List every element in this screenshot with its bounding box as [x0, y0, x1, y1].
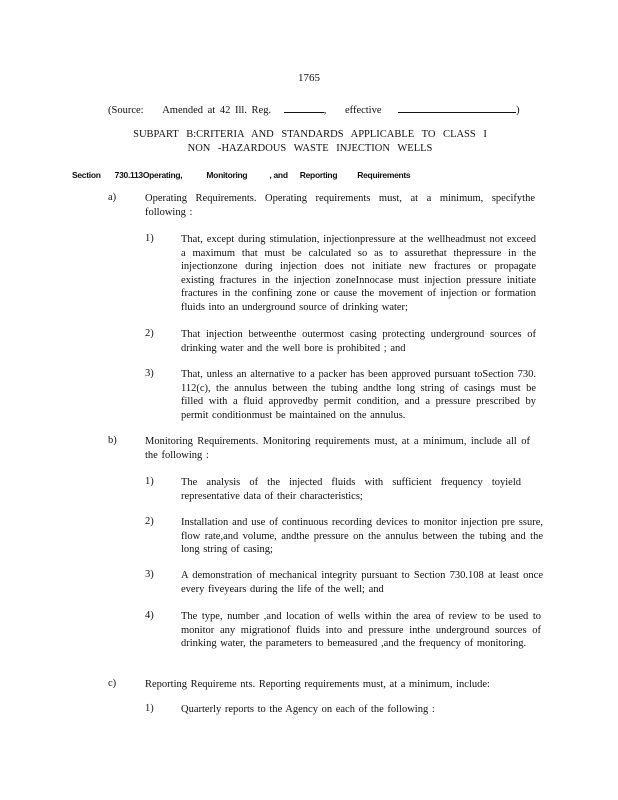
- item-label: 2): [145, 516, 154, 527]
- subpart-line-2: NON -HAZARDOUS WASTE INJECTION WELLS: [187, 143, 433, 154]
- item-text: That injection betweenthe outermost casing protecting underground sources of drinking water and the well bore is prohibited ; and: [181, 329, 536, 354]
- subsection-label: c): [108, 678, 117, 689]
- section-number-title: 730.113Operating,: [114, 170, 183, 180]
- source-close: ): [516, 105, 520, 116]
- subpart-line-1: SUBPART B:CRITERIA AND STANDARDS APPLICABLE TO CLASS I: [133, 129, 487, 140]
- item-text: The type, number ,and location of wells within the area of review to be used to monitor any migrationof fluids into and pressure inthe underground sources of drinking water, the parameters to bemeasured ,and the frequency of monitoring.: [181, 611, 541, 650]
- section-and: , and: [269, 170, 288, 180]
- source-text: Amended at 42 Ill. Reg.: [162, 105, 272, 116]
- subsection-label: a): [108, 192, 117, 203]
- subpart-heading: [90, 128, 530, 156]
- item-label: 1): [145, 476, 154, 487]
- item-text: That, unless an alternative to a packer has been approved pursuant toSection 730. 112(c), the annulus between the tubing andthe long string of casings must be filled with a fluid approvedby permit condition, and a pressure prescribed by permit conditionmust be maintained on the annulus.: [181, 369, 536, 421]
- section-label: Section: [72, 170, 101, 180]
- subsection-text: Reporting Requireme nts. Reporting requirements must, at a minimum, include:: [145, 679, 490, 690]
- effective-date-blank: [398, 102, 516, 113]
- item-text: Installation and use of continuous recording devices to monitor injection pre ssure, flow rate,and volume, andthe pressure on the annulus between the tubing and the long string of casing;: [181, 517, 543, 556]
- section-heading: [72, 170, 472, 180]
- page-number: 1765: [298, 72, 320, 84]
- item-text: A demonstration of mechanical integrity pursuant to Section 730.108 at least once every fiveyears during the life of the well; and: [181, 570, 543, 595]
- subsection-text: Operating Requirements. Operating requirements must, at a minimum, specifythe following :: [145, 193, 535, 218]
- effective-label: effective: [344, 105, 382, 116]
- item-label: 3): [145, 368, 154, 379]
- item-label: 3): [145, 569, 154, 580]
- item-text: That, except during stimulation, injectionpressure at the wellheadmust not exceed a maximum that must be calculated so as to assurethat thepressure in the injectionzone during injection does not initiate new fractures or propagate existing fractures in the injection zoneInnocase must injection pressure initiate fractures in the confining zone or cause the movement of injection or formation fluids into an underground source of drinking water;: [181, 234, 536, 313]
- item-label: 1): [145, 703, 154, 714]
- register-blank: [284, 102, 324, 113]
- subsection-text: Monitoring Requirements. Monitoring requirements must, at a minimum, include all of the following :: [145, 436, 530, 461]
- section-requirements: Requirements: [357, 170, 411, 180]
- subsection-label: b): [108, 435, 117, 446]
- section-reporting: Reporting: [299, 170, 338, 180]
- item-text: Quarterly reports to the Agency on each of the following :: [181, 704, 435, 715]
- section-monitoring: Monitoring: [206, 170, 248, 180]
- item-text: The analysis of the injected fluids with sufficient frequency toyield representative data of their characteristics;: [181, 477, 521, 502]
- source-label: (Source:: [108, 105, 144, 116]
- source-note: (Source: Amended at 42 Ill. Reg. , effective ): [108, 102, 528, 116]
- item-label: 4): [145, 610, 154, 621]
- item-label: 2): [145, 328, 154, 339]
- item-label: 1): [145, 233, 154, 244]
